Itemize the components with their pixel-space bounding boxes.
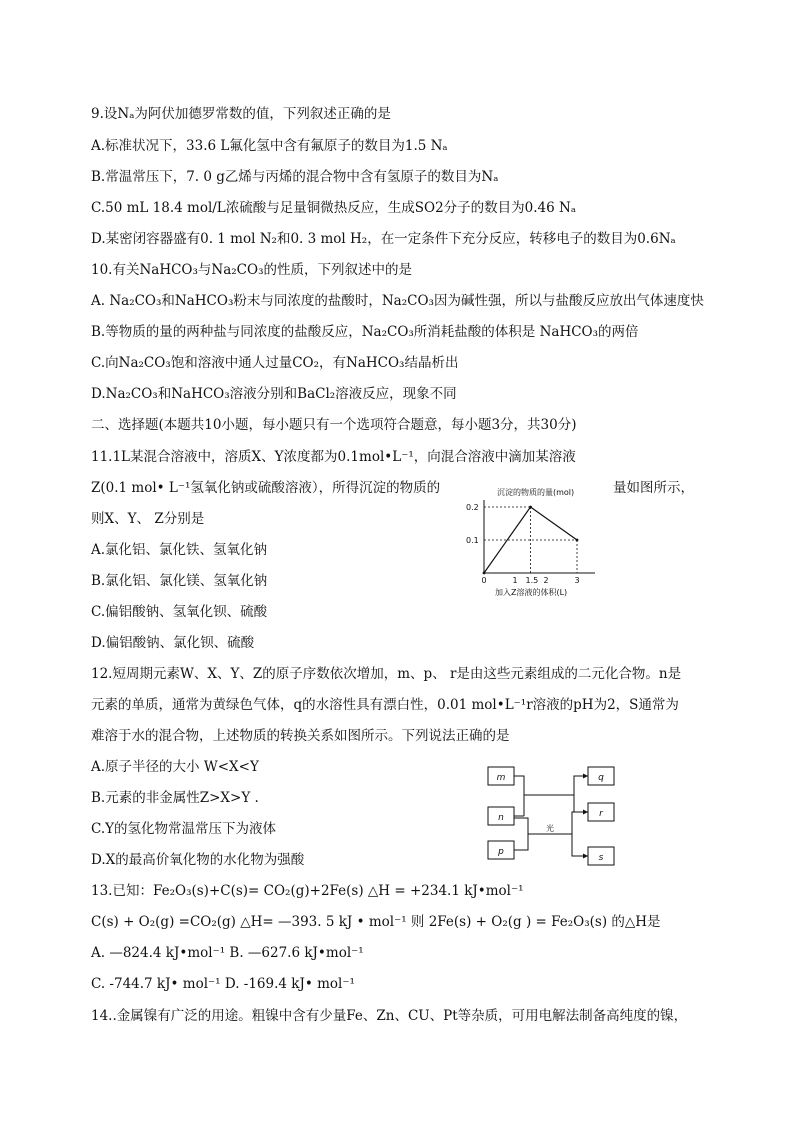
q11-line-2b: 量如图所示， xyxy=(613,480,694,496)
precipitate-chart xyxy=(455,478,605,600)
q10-stem: 10.有关NaHCO₃与Na₂CO₃的性质，下列叙述中的是 xyxy=(91,262,412,278)
link-to-r-upper xyxy=(574,795,588,812)
q9-stem: 9.设Nₐ为阿伏加德罗常数的值，下列叙述正确的是 xyxy=(91,106,391,122)
label-m: m xyxy=(496,773,506,783)
y-tick-label: 0.2 xyxy=(466,503,479,512)
data-point xyxy=(576,539,579,542)
q14-line-1: 14..金属镍有广泛的用途。粗镍中含有少量Fe、Zn、CU、Pt等杂质，可用电解法制备高纯度的镍， xyxy=(91,1008,688,1024)
transformation-diagram xyxy=(480,760,620,870)
label-p: p xyxy=(498,847,504,857)
q9-option-d: D.某密闭容器盛有0. 1 mol N₂和0. 3 mol H₂，在一定条件下充分反应，转移电子的数目为0.6Nₐ xyxy=(91,231,676,247)
q13-options-cd: C. -744.7 kJ• mol⁻¹ D. -169.4 kJ• mol⁻¹ xyxy=(91,976,355,992)
q12-option-c: C.Y的氢化物常温常压下为液体 xyxy=(91,821,277,837)
q12-line-3: 难溶于水的混合物，上述物质的转换关系如图所示。下列说法正确的是 xyxy=(91,728,510,744)
label-light-condition: 光 xyxy=(546,824,554,833)
link-to-s xyxy=(572,834,588,856)
q9-option-c: C.50 mL 18.4 mol/L浓硫酸与足量铜微热反应，生成SO2分子的数目为0.46 Nₐ xyxy=(91,200,577,216)
q12-option-a: A.原子半径的大小 W<X<Y xyxy=(91,759,259,775)
link-to-q xyxy=(574,776,588,795)
arrow-to-r xyxy=(583,810,588,815)
q11-line-1: 11.1L某混合溶液中，溶质X、Y浓度都为0.1mol•L⁻¹，向混合溶液中滴加某溶液 xyxy=(91,449,576,465)
label-q: q xyxy=(598,773,604,783)
q11-option-a: A.氯化铝、氯化铁、氢氧化钠 xyxy=(91,542,268,558)
x-tick-label: 1.5 xyxy=(525,576,539,585)
q12-option-b: B.元素的非金属性Z>X>Y . xyxy=(91,790,259,806)
link-m xyxy=(514,776,536,795)
q10-option-d: D.Na₂CO₃和NaHCO₃溶液分别和BaCl₂溶液反应，现象不同 xyxy=(91,386,457,402)
q10-option-c: C.向Na₂CO₃饱和溶液中通人过量CO₂，有NaHCO₃结晶析出 xyxy=(91,355,459,371)
q9-option-a: A.标准状况下，33.6 L氟化氢中含有氟原子的数目为1.5 Nₐ xyxy=(91,138,448,154)
q11-option-d: D.偏铝酸钠、氯化钡、硫酸 xyxy=(91,635,255,651)
precipitate-chart-svg xyxy=(455,478,605,600)
label-n: n xyxy=(498,813,504,823)
q12-line-1: 12.短周期元素W、X、Y、Z的原子序数依次增加，m、p、 r是由这些元素组成的二元化合物。n是 xyxy=(91,666,682,682)
x-tick-label: 0 xyxy=(481,576,487,585)
label-r: r xyxy=(599,809,603,819)
q11-option-c: C.偏铝酸钠、氢氧化钡、硫酸 xyxy=(91,604,268,620)
y-tick-label: 0.1 xyxy=(466,536,479,545)
q11-line-3: 则X、Y、 Z分别是 xyxy=(91,511,205,527)
arrow-to-q xyxy=(583,774,588,779)
q11-option-b: B.氯化铝、氯化镁、氢氧化钠 xyxy=(91,573,268,589)
x-tick-label: 1 xyxy=(512,576,518,585)
q10-option-b: B.等物质的量的两种盐与同浓度的盐酸反应，Na₂CO₃所消耗盐酸的体积是 NaHCO₃的两倍 xyxy=(91,324,639,340)
transformation-diagram-svg xyxy=(480,760,620,870)
chart-title: 沉淀的物质的量(mol) xyxy=(497,488,575,497)
data-point xyxy=(529,506,532,509)
label-s: s xyxy=(598,853,604,863)
link-n-low xyxy=(514,818,538,834)
q9-option-b: B.常温常压下，7. 0 g乙烯与丙烯的混合物中含有氢原子的数目为Nₐ xyxy=(91,169,499,185)
q13-line-1: 13.已知：Fe₂O₃(s)+C(s)= CO₂(g)+2Fe(s) △H = +234.1 kJ•mol⁻¹ xyxy=(91,883,524,899)
data-point xyxy=(483,572,486,575)
arrow-to-s xyxy=(583,854,588,859)
x-tick-label: 2 xyxy=(543,576,549,585)
q12-option-d: D.X的最高价氧化物的水化物为强酸 xyxy=(91,852,305,868)
link-p xyxy=(514,834,528,850)
chart-xlabel: 加入Z溶液的体积(L) xyxy=(495,588,568,597)
q13-options-ab: A. —824.4 kJ•mol⁻¹ B. —627.6 kJ•mol⁻¹ xyxy=(91,945,364,961)
q10-option-a: A. Na₂CO₃和NaHCO₃粉末与同浓度的盐酸时，Na₂CO₃因为碱性强，所以与盐酸反应放出气体速度快 xyxy=(91,293,704,309)
q13-line-2: C(s) + O₂(g) =CO₂(g) △H= —393. 5 kJ • mol⁻¹ 则 2Fe(s) + O₂(g ) = Fe₂O₃(s) 的△H是 xyxy=(91,914,661,930)
link-to-r-lower xyxy=(572,812,588,834)
q11-line-2a: Z(0.1 mol• L⁻¹氢氧化钠或硫酸溶液），所得沉淀的物质的 xyxy=(91,480,441,496)
q12-line-2: 元素的单质，通常为黄绿色气体，q的水溶性具有漂白性，0.01 mol•L⁻¹r溶液的pH为2，S通常为 xyxy=(91,697,679,713)
x-tick-label: 3 xyxy=(574,576,580,585)
section-heading: 二、选择题(本题共10小题，每小题只有一个选项符合题意，每小题3分，共30分) xyxy=(91,417,577,433)
